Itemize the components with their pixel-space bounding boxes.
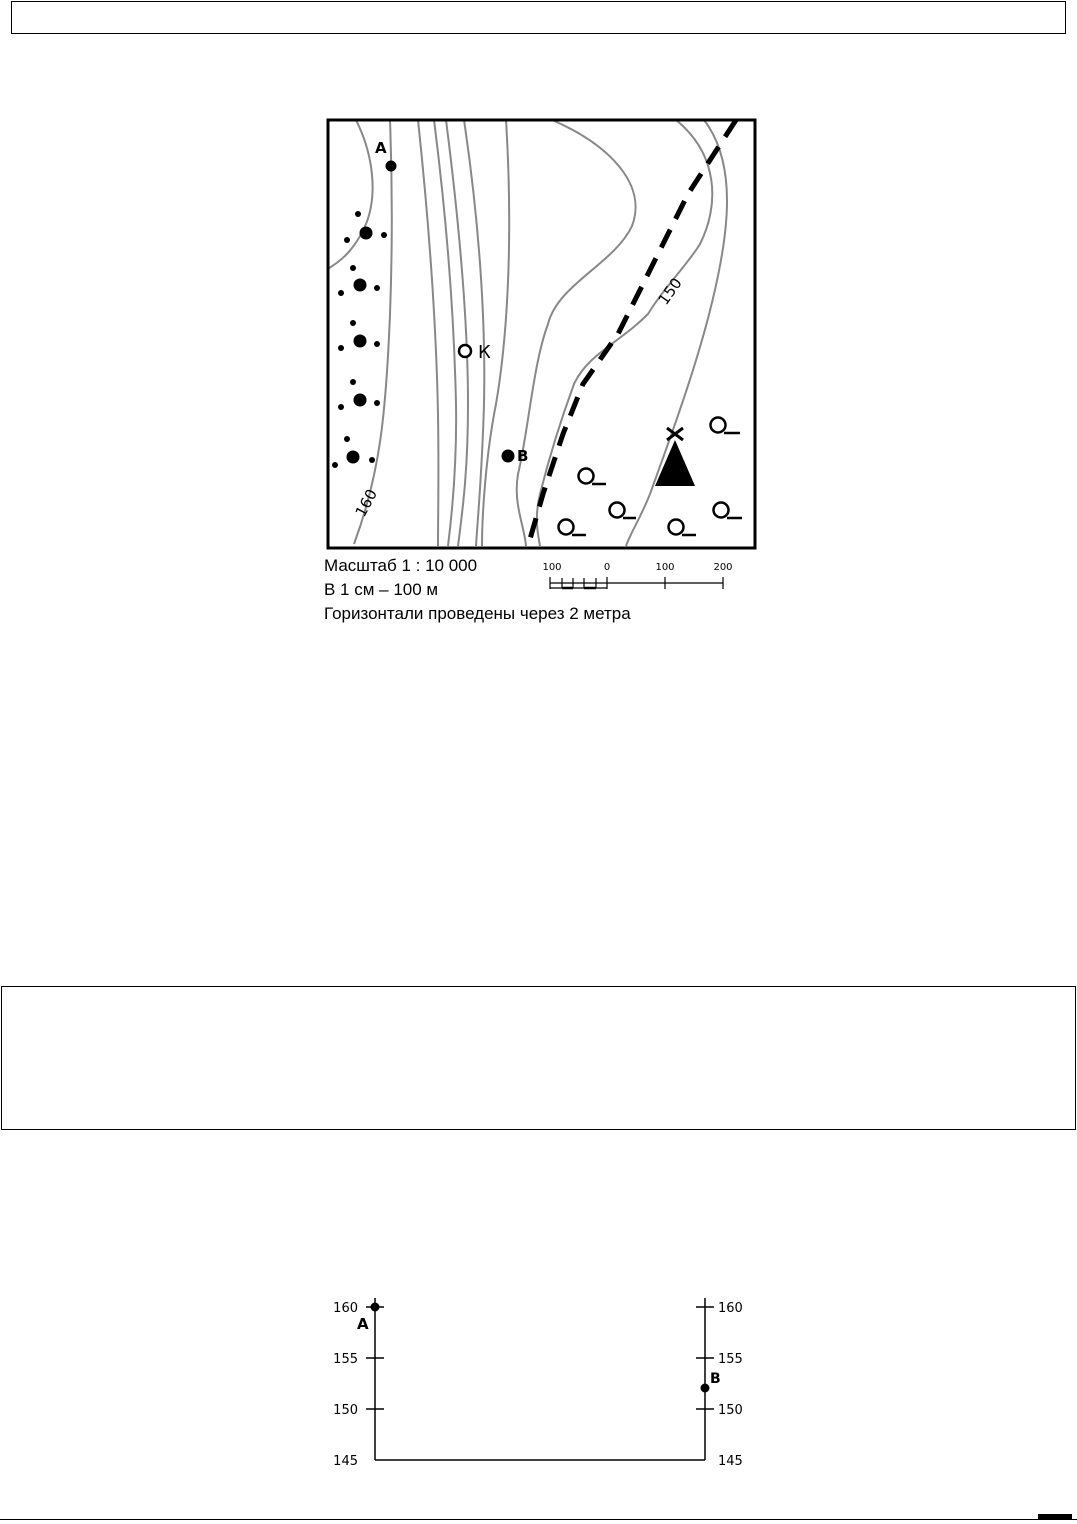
profile-right-tick: 160 [718,1301,743,1316]
scale-bar [536,558,736,596]
answer-box [1,986,1076,1130]
profile-chart [320,1290,760,1480]
point-k-marker [459,345,471,357]
page-corner-mark [1038,1514,1072,1520]
cm-caption: В 1 см – 100 м [324,580,439,599]
point-a-marker [386,161,397,172]
topographic-map [318,114,763,554]
profile-left-tick: 155 [333,1352,358,1367]
contour-label-160: 160 [351,486,381,520]
footer-rule [0,1519,1077,1520]
point-a-label: А [375,139,387,157]
profile-point-b [701,1384,710,1393]
profile-left-tick: 145 [333,1454,358,1469]
deciduous-trees-icon [332,211,387,468]
profile-right-tick: 145 [718,1454,743,1469]
profile-point-b-label: В [710,1371,721,1387]
contour-label-150: 150 [654,274,686,309]
contour-interval-caption: Горизонтали проведены через 2 метра [324,604,631,623]
scale-tick-label: 100 [542,562,562,573]
profile-point-a [371,1303,380,1312]
profile-left-tick: 160 [333,1301,358,1316]
scale-tick-label: 100 [655,562,675,573]
profile-right-tick: 150 [718,1403,743,1418]
scale-tick-label: 0 [603,562,611,573]
header-box [11,1,1066,34]
profile-right-tick: 155 [718,1352,743,1367]
profile-point-a-label: А [357,1315,369,1333]
scale-tick-label: 200 [713,562,733,573]
profile-left-tick: 150 [333,1403,358,1418]
windmill-icon [655,428,695,486]
point-k-label: К [478,342,491,363]
point-b-label: В [517,447,529,465]
shrub-icon [559,418,743,536]
point-b-marker [502,450,515,463]
scale-caption: Масштаб 1 : 10 000 [324,556,478,575]
